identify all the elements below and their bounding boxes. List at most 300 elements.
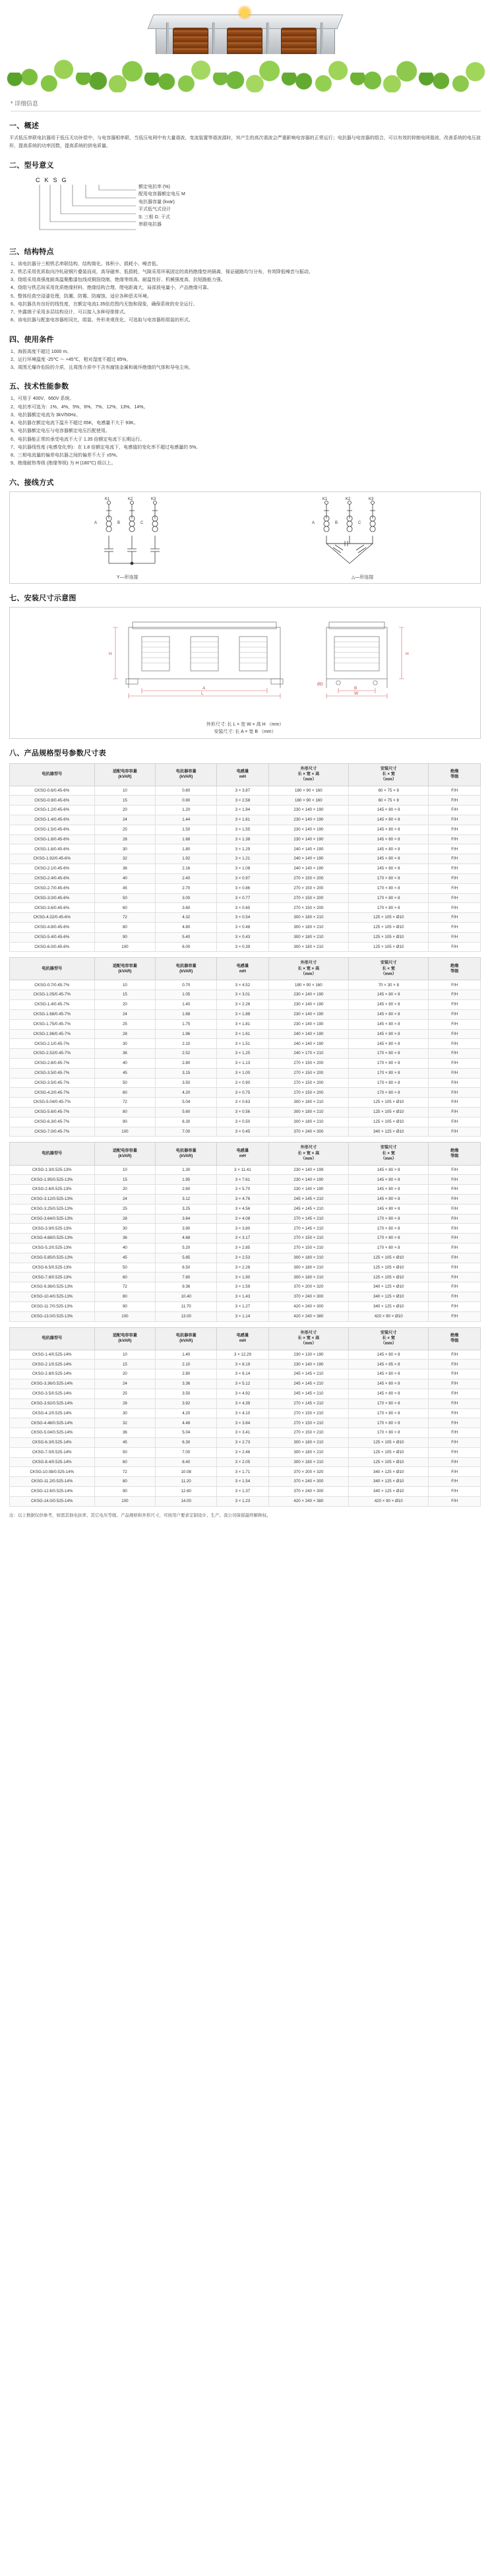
table-cell: 10.40 <box>156 1292 217 1302</box>
table-cell: 3 × 0.63 <box>217 1098 269 1108</box>
table-cell: CKSG-11.2/0.525-14% <box>10 1477 95 1487</box>
table-cell: 0.90 <box>156 796 217 805</box>
table-cell: CKSG-10.4/0.525-13% <box>10 1292 95 1302</box>
table-cell: 24 <box>94 1009 156 1019</box>
table-cell: 5.40 <box>156 932 217 942</box>
table-cell: 300 × 180 × 210 <box>268 1272 348 1282</box>
table-cell: 270 × 150 × 210 <box>268 1428 348 1438</box>
table-cell: 3 × 6.14 <box>217 1369 269 1379</box>
table-cell: 3 × 0.86 <box>217 883 269 893</box>
table-row <box>10 893 481 903</box>
table-cell: CKSG-14.0/0.525-14% <box>10 1496 95 1506</box>
table-cell: 370 × 240 × 300 <box>268 1292 348 1302</box>
table-cell: F/H <box>429 1292 481 1302</box>
table-cell: 40 <box>94 1058 156 1068</box>
table-cell: CKSG-7.8/0.525-13% <box>10 1272 95 1282</box>
table-cell: 15 <box>94 796 156 805</box>
table-cell: 340 × 125 × Ø10 <box>349 1477 429 1487</box>
table-body <box>10 786 481 952</box>
table-cell: CKSG-1.4/0.525-14% <box>10 1350 95 1360</box>
table-cell: 145 × 80 × 8 <box>349 1039 429 1049</box>
table-cell: 145 × 80 × 8 <box>349 864 429 874</box>
table-cell: 60 <box>94 1457 156 1467</box>
table-cell: 125 × 105 × Ø10 <box>349 932 429 942</box>
table-cell: 3 × 1.94 <box>217 805 269 815</box>
table-row <box>10 1243 481 1253</box>
table-cell: 3 × 1.55 <box>217 825 269 834</box>
table-cell: 3 × 1.37 <box>217 1487 269 1497</box>
table-cell: 9.36 <box>156 1282 217 1292</box>
table-cell: F/H <box>429 854 481 864</box>
table-cell: F/H <box>429 1437 481 1447</box>
condition-item: 2、运行环境温度 -25℃ ～ +45℃，相对湿度不超过 85%。 <box>11 357 131 362</box>
table-cell: 340 × 125 × Ø10 <box>349 1292 429 1302</box>
table-cell: 170 × 80 × 8 <box>349 1049 429 1059</box>
table-cell: 3 × 1.71 <box>217 1467 269 1477</box>
table-cell: 3.15 <box>156 1068 217 1078</box>
table-cell: 3 × 3.17 <box>217 1234 269 1243</box>
table-cell: 370 × 240 × 300 <box>268 1477 348 1487</box>
table-cell: 370 × 240 × 300 <box>268 1487 348 1497</box>
table-row <box>10 1009 481 1019</box>
table-cell: 14.00 <box>156 1496 217 1506</box>
table-cell: 3 × 1.43 <box>217 1292 269 1302</box>
svg-text:L: L <box>201 691 204 696</box>
section-title-conditions: 四、使用条件 <box>9 335 54 344</box>
table-cell: 4.68 <box>156 1234 217 1243</box>
table-cell: 170 × 80 × 8 <box>349 1224 429 1234</box>
wiring-caption-star: Y—形连接 <box>116 575 138 580</box>
table-cell: 125 × 105 × Ø10 <box>349 1272 429 1282</box>
table-cell: 230 × 140 × 199 <box>268 1165 348 1175</box>
table-header-cell: 绝缘 等级 <box>429 1143 481 1165</box>
table-cell: 3 × 1.08 <box>217 864 269 874</box>
table-cell: 50 <box>94 893 156 903</box>
table-cell: CKSG-8.4/0.525-14% <box>10 1457 95 1467</box>
table-row <box>10 1292 481 1302</box>
table-cell: 24 <box>94 815 156 825</box>
table-cell: F/H <box>429 913 481 923</box>
table-cell: F/H <box>429 1214 481 1224</box>
table-cell: 72 <box>94 913 156 923</box>
parameter-item: 2、电抗率可选为：1%、4%、5%、6%、7%、12%、13%、14%。 <box>11 404 148 410</box>
table-cell: 170 × 80 × 8 <box>349 1418 429 1428</box>
table-cell: 145 × 80 × 8 <box>349 1379 429 1389</box>
table-cell: 2.16 <box>156 864 217 874</box>
table-cell: CKSG-1.5/0.45-6% <box>10 825 95 834</box>
table-cell: 2.70 <box>156 883 217 893</box>
table-cell: 3 × 4.92 <box>217 1389 269 1398</box>
table-cell: CKSG-1.8/0.45-6% <box>10 844 95 854</box>
table-cell: 3.50 <box>156 1389 217 1398</box>
table-cell: 2.52 <box>156 1049 217 1059</box>
table-cell: 300 × 180 × 210 <box>268 1098 348 1108</box>
table-cell: 270 × 150 × 200 <box>268 873 348 883</box>
table-header-cell: 安装尺寸 长 × 宽 （mm） <box>349 1327 429 1350</box>
table-row <box>10 1127 481 1137</box>
table-cell: 245 × 145 × 210 <box>268 1204 348 1214</box>
table-cell: F/H <box>429 990 481 1000</box>
table-cell: 270 × 150 × 210 <box>268 1418 348 1428</box>
table-header-cell: 电抗器型号 <box>10 763 95 786</box>
table-cell: 25 <box>94 1204 156 1214</box>
table-cell: 20 <box>94 1185 156 1195</box>
table-row <box>10 883 481 893</box>
table-header-cell: 绝缘 等级 <box>429 1327 481 1350</box>
table-header-cell: 外形尺寸 长 × 宽 × 高 （mm） <box>268 958 348 980</box>
wiring-schematic-svg <box>10 492 480 583</box>
table-footnote: 注：以上数据仅供参考，如需其他电抗率、其它电压等级、产品规格和外形尺寸，可按用户要求定制设计、生产。我公司保留最终解释权。 <box>9 1513 271 1518</box>
table-cell: CKSG-5.2/0.525-13% <box>10 1243 95 1253</box>
table-cell: 32 <box>94 854 156 864</box>
table-cell: 3.50 <box>156 1078 217 1088</box>
table-cell: CKSG-1.96/0.45-7% <box>10 1029 95 1039</box>
table-cell: F/H <box>429 1185 481 1195</box>
table-cell: 125 × 105 × Ø10 <box>349 1117 429 1127</box>
table-cell: 3 × 2.26 <box>217 1000 269 1010</box>
table-cell: 80 <box>94 1292 156 1302</box>
table-cell: CKSG-6.0/0.45-6% <box>10 942 95 952</box>
table-cell: 145 × 80 × 8 <box>349 1165 429 1175</box>
table-cell: 245 × 145 × 210 <box>268 1369 348 1379</box>
table-cell: 230 × 140 × 190 <box>268 1000 348 1010</box>
table-cell: 28 <box>94 834 156 844</box>
table-header-cell: 安装尺寸 长 × 宽 （mm） <box>349 1143 429 1165</box>
spec-table-14pct <box>9 1327 481 1507</box>
parameter-item: 1、可用于 400V、660V 系统。 <box>11 396 75 402</box>
table-cell: F/H <box>429 1398 481 1408</box>
table-cell: 170 × 80 × 8 <box>349 883 429 893</box>
table-cell: 24 <box>94 1379 156 1389</box>
table-cell: CKSG-3.6/0.45-6% <box>10 903 95 913</box>
table-cell: 3 × 2.58 <box>217 796 269 805</box>
table-cell: 60 <box>94 903 156 913</box>
table-cell: 1.75 <box>156 1019 217 1029</box>
table-row <box>10 1477 481 1487</box>
table-cell: 3 × 0.65 <box>217 903 269 913</box>
installation-drawing-svg <box>10 608 480 720</box>
table-cell: 4.80 <box>156 922 217 932</box>
table-cell: 60 <box>94 1088 156 1098</box>
table-cell: 270 × 150 × 200 <box>268 1068 348 1078</box>
table-cell: 145 × 80 × 8 <box>349 990 429 1000</box>
table-cell: 270 × 150 × 210 <box>268 1243 348 1253</box>
table-cell: 3 × 11.41 <box>217 1165 269 1175</box>
table-cell: CKSG-3.36/0.525-14% <box>10 1379 95 1389</box>
table-cell: 300 × 180 × 210 <box>268 1263 348 1272</box>
table-cell: CKSG-4.48/0.525-14% <box>10 1418 95 1428</box>
table-cell: 245 × 145 × 210 <box>268 1389 348 1398</box>
table-cell: 11.70 <box>156 1302 217 1311</box>
svg-text:K3: K3 <box>151 497 156 501</box>
table-cell: 125 × 105 × Ø10 <box>349 1447 429 1457</box>
table-cell: 3.25 <box>156 1204 217 1214</box>
parameter-item: 7、电抗器线性度 (电感变化率)：在 1.8 倍额定电流下，电感值的变化率不超过电感量的 5%。 <box>11 445 201 450</box>
table-cell: 60 × 75 × 8 <box>349 786 429 796</box>
table-cell: 125 × 105 × Ø10 <box>349 1437 429 1447</box>
table-row <box>10 1369 481 1379</box>
table-header-cell: 电抗器容量 (kVAR) <box>156 1327 217 1350</box>
table-cell: 3 × 4.52 <box>217 980 269 990</box>
table-cell: 145 × 80 × 8 <box>349 1204 429 1214</box>
table-cell: 420 × 90 × Ø10 <box>349 1311 429 1321</box>
table-cell: 45 <box>94 1068 156 1078</box>
table-row <box>10 1117 481 1127</box>
table-row <box>10 1428 481 1438</box>
parameter-item: 5、电抗器额定电压与电容器额定电压匹配使用。 <box>11 429 110 434</box>
table-cell: F/H <box>429 1088 481 1098</box>
table-row <box>10 903 481 913</box>
table-cell: 145 × 80 × 8 <box>349 1000 429 1010</box>
table-cell: CKSG-3.25/0.525-13% <box>10 1204 95 1214</box>
table-row <box>10 1418 481 1428</box>
table-row <box>10 1496 481 1506</box>
table-row <box>10 1302 481 1311</box>
table-cell: 240 × 140 × 190 <box>268 844 348 854</box>
table-cell: F/H <box>429 873 481 883</box>
model-legend <box>138 183 185 229</box>
table-cell: F/H <box>429 1224 481 1234</box>
table-cell: 125 × 105 × Ø10 <box>349 913 429 923</box>
table-cell: F/H <box>429 1350 481 1360</box>
table-header-cell: 适配电容容量 (kVAR) <box>94 958 156 980</box>
table-cell: 125 × 105 × Ø10 <box>349 1108 429 1117</box>
table-cell: 90 <box>94 932 156 942</box>
table-cell: 1.68 <box>156 834 217 844</box>
table-cell: CKSG-0.9/0.45-6% <box>10 796 95 805</box>
table-header-cell: 电抗器型号 <box>10 1327 95 1350</box>
model-code-text: CKSG <box>36 176 71 183</box>
table-cell: 20 <box>94 805 156 815</box>
section-title-install: 七、安装尺寸示意图 <box>9 594 77 602</box>
table-cell: 1.05 <box>156 990 217 1000</box>
spec-table-6pct <box>9 763 481 953</box>
model-legend-item: S: 三相 G: 干式 <box>138 214 170 220</box>
table-cell: 145 × 80 × 8 <box>349 1029 429 1039</box>
table-cell: F/H <box>429 1108 481 1117</box>
table-row <box>10 1253 481 1263</box>
table-cell: 45 <box>94 1437 156 1447</box>
wiring-caption-delta: △—形连接 <box>352 575 374 580</box>
table-cell: F/H <box>429 786 481 796</box>
section-title-features: 三、结构特点 <box>9 247 54 256</box>
table-cell: 270 × 145 × 210 <box>268 1214 348 1224</box>
table-cell: 90 <box>94 1487 156 1497</box>
table-cell: CKSG-1.05/0.45-7% <box>10 990 95 1000</box>
table-body <box>10 1165 481 1321</box>
table-cell: 3 × 0.77 <box>217 893 269 903</box>
table-cell: 180 × 90 × 160 <box>268 980 348 990</box>
table-cell: 145 × 80 × 8 <box>349 1185 429 1195</box>
table-cell: CKSG-3.12/0.525-13% <box>10 1194 95 1204</box>
table-row <box>10 1019 481 1029</box>
table-row <box>10 805 481 815</box>
model-legend-item: 额定电抗率 (%) <box>138 184 170 189</box>
wiring-diagram <box>9 491 481 584</box>
model-designation-diagram <box>9 174 481 237</box>
svg-text:A: A <box>312 520 315 525</box>
table-cell: 340 × 125 × Ø10 <box>349 1467 429 1477</box>
table-cell: F/H <box>429 1029 481 1039</box>
feature-item: 7、外露端子采用多层结构设计，可以接入多种母排排式。 <box>11 310 129 315</box>
table-header-cell: 外形尺寸 长 × 宽 × 高 （mm） <box>268 1143 348 1165</box>
table-cell: 245 × 145 × 210 <box>268 1379 348 1389</box>
table-cell: 60 × 75 × 8 <box>349 796 429 805</box>
table-cell: F/H <box>429 864 481 874</box>
table-cell: 3 × 3.84 <box>217 1418 269 1428</box>
table-cell: 0.60 <box>156 786 217 796</box>
table-cell: 100 <box>94 1127 156 1137</box>
table-row <box>10 844 481 854</box>
table-body <box>10 1350 481 1506</box>
parameter-item: 6、电抗器能正常的承受电流不大于 1.35 倍额定电流下长期运行。 <box>11 437 145 442</box>
table-cell: 3 × 1.51 <box>217 1039 269 1049</box>
table-cell: CKSG-1.75/0.45-7% <box>10 1019 95 1029</box>
table-cell: 100 <box>94 1311 156 1321</box>
table-cell: 3 × 4.56 <box>217 1204 269 1214</box>
table-cell: 240 × 140 × 190 <box>268 864 348 874</box>
feature-item: 6、电抗器具有良好的线性度，在额定电流1.35倍范围内无饱和现象，确保系统的安全运行。 <box>11 301 198 307</box>
table-cell: 3 × 1.21 <box>217 854 269 864</box>
table-header-cell: 适配电容容量 (kVAR) <box>94 1327 156 1350</box>
table-cell: 420 × 240 × 380 <box>268 1311 348 1321</box>
installation-diagram <box>9 607 481 739</box>
table-cell: CKSG-1.3/0.525-13% <box>10 1165 95 1175</box>
svg-text:K1: K1 <box>322 497 328 501</box>
table-cell: 3 × 0.50 <box>217 1117 269 1127</box>
table-cell: F/H <box>429 903 481 913</box>
table-cell: 340 × 125 × Ø10 <box>349 1282 429 1292</box>
table-row <box>10 1389 481 1398</box>
table-header-cell: 电抗器容量 (kVAR) <box>156 1143 217 1165</box>
table-row <box>10 932 481 942</box>
table-cell: F/H <box>429 1098 481 1108</box>
table-cell: 270 × 150 × 200 <box>268 883 348 893</box>
parameter-item: 9、绝缘耐热等级 (绝缘等级) 为 H (180℃) 级以上。 <box>11 461 116 466</box>
svg-text:B: B <box>117 520 121 525</box>
table-cell: CKSG-2.6/0.525-13% <box>10 1185 95 1195</box>
table-cell: 170 × 80 × 8 <box>349 1234 429 1243</box>
table-cell: 25 <box>94 1019 156 1029</box>
table-row <box>10 1272 481 1282</box>
table-row <box>10 1467 481 1477</box>
svg-text:K1: K1 <box>105 497 110 501</box>
table-cell: 80 <box>94 922 156 932</box>
table-cell: 50 <box>94 1447 156 1457</box>
table-cell: 3.36 <box>156 1379 217 1389</box>
table-row <box>10 834 481 844</box>
table-cell: 300 × 180 × 210 <box>268 1437 348 1447</box>
table-cell: 1.92 <box>156 854 217 864</box>
table-cell: 270 × 145 × 210 <box>268 1224 348 1234</box>
table-cell: CKSG-1.95/0.525-13% <box>10 1175 95 1185</box>
table-cell: 230 × 140 × 190 <box>268 825 348 834</box>
table-header-cell: 安装尺寸 长 × 宽 （mm） <box>349 763 429 786</box>
table-cell: 5.04 <box>156 1098 217 1108</box>
table-cell: CKSG-2.52/0.45-7% <box>10 1049 95 1059</box>
table-row <box>10 1000 481 1010</box>
table-cell: 170 × 80 × 8 <box>349 903 429 913</box>
table-row <box>10 796 481 805</box>
table-cell: 50 <box>94 1263 156 1272</box>
table-row <box>10 1185 481 1195</box>
table-cell: F/H <box>429 1019 481 1029</box>
table-cell: CKSG-3.92/0.525-14% <box>10 1398 95 1408</box>
table-cell: 180 × 90 × 160 <box>268 796 348 805</box>
model-leader-lines <box>9 174 141 237</box>
table-cell: 4.20 <box>156 1408 217 1418</box>
table-cell: 1.68 <box>156 1009 217 1019</box>
table-cell: 6.50 <box>156 1263 217 1272</box>
table-cell: 5.85 <box>156 1253 217 1263</box>
svg-text:C: C <box>358 520 361 525</box>
table-header-cell: 电抗器型号 <box>10 958 95 980</box>
table-cell: 15 <box>94 1360 156 1369</box>
table-cell: 3 × 2.46 <box>217 1447 269 1457</box>
table-header-cell: 安装尺寸 长 × 宽 （mm） <box>349 958 429 980</box>
model-legend-item: 配用电容器额定电压 M <box>138 192 185 197</box>
table-cell: 6.00 <box>156 942 217 952</box>
table-cell: 245 × 145 × 210 <box>268 1194 348 1204</box>
table-cell: 230 × 140 × 190 <box>268 990 348 1000</box>
model-legend-item: 电抗器容量 (kvar) <box>138 199 175 204</box>
table-cell: F/H <box>429 1194 481 1204</box>
model-legend-item: 串联电抗器 <box>138 222 162 227</box>
table-cell: 270 × 150 × 210 <box>268 1408 348 1418</box>
table-cell: 60 <box>94 1272 156 1282</box>
section-title-model: 二、型号意义 <box>9 161 54 170</box>
table-cell: F/H <box>429 1009 481 1019</box>
table-cell: 20 <box>94 1369 156 1379</box>
table-cell: 3 × 1.54 <box>217 1477 269 1487</box>
table-cell: CKSG-5.6/0.45-7% <box>10 1108 95 1117</box>
table-cell: CKSG-2.8/0.45-7% <box>10 1058 95 1068</box>
table-cell: 5.20 <box>156 1243 217 1253</box>
table-cell: 40 <box>94 873 156 883</box>
detail-label: * 详细信息 <box>11 99 481 111</box>
spec-table-13pct <box>9 1142 481 1321</box>
table-cell: F/H <box>429 1467 481 1477</box>
table-cell: 125 × 105 × Ø10 <box>349 1457 429 1467</box>
table-cell: CKSG-6.3/0.525-14% <box>10 1437 95 1447</box>
table-cell: F/H <box>429 815 481 825</box>
table-cell: CKSG-11.7/0.525-13% <box>10 1302 95 1311</box>
table-cell: 3 × 4.10 <box>217 1408 269 1418</box>
table-header-cell: 电感量 mH <box>217 1143 269 1165</box>
table-cell: F/H <box>429 1175 481 1185</box>
table-cell: 28 <box>94 1398 156 1408</box>
table-cell: F/H <box>429 1311 481 1321</box>
table-cell: CKSG-1.2/0.45-6% <box>10 805 95 815</box>
table-row <box>10 913 481 923</box>
svg-text:ØD: ØD <box>317 682 323 687</box>
table-cell: CKSG-5.85/0.525-13% <box>10 1253 95 1263</box>
table-cell: 0.70 <box>156 980 217 990</box>
table-cell: 40 <box>94 1243 156 1253</box>
table-cell: 270 × 150 × 200 <box>268 1088 348 1098</box>
table-cell: 340 × 125 × Ø10 <box>349 1302 429 1311</box>
table-cell: 170 × 80 × 8 <box>349 1078 429 1088</box>
table-cell: 4.32 <box>156 913 217 923</box>
table-cell: CKSG-4.68/0.525-13% <box>10 1234 95 1243</box>
table-cell: 3 × 0.75 <box>217 1088 269 1098</box>
table-cell: 1.20 <box>156 805 217 815</box>
table-cell: 3 × 12.29 <box>217 1350 269 1360</box>
table-cell: 1.96 <box>156 1029 217 1039</box>
table-cell: 3 × 3.41 <box>217 1428 269 1438</box>
table-cell: 420 × 240 × 300 <box>268 1302 348 1311</box>
table-cell: 300 × 180 × 210 <box>268 1117 348 1127</box>
